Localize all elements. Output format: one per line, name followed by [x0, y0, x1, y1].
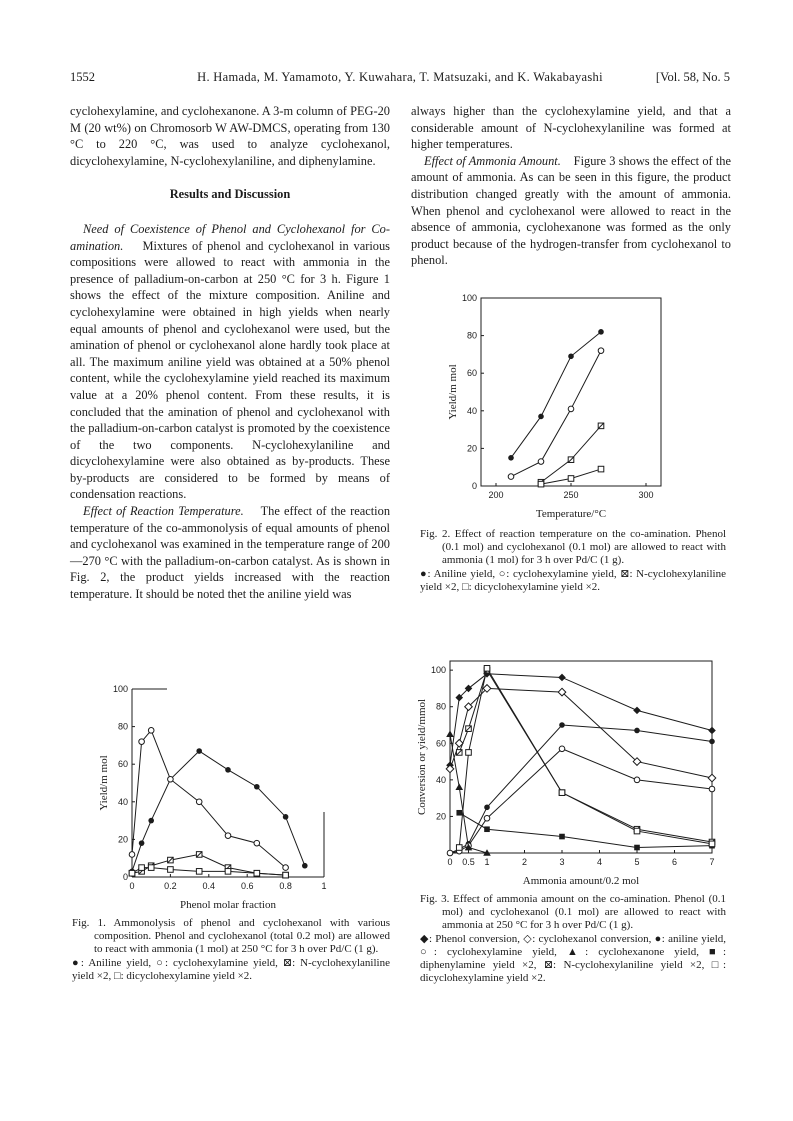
y-tick-label: 60	[117, 759, 128, 770]
data-point	[302, 863, 308, 869]
y-tick-label: 40	[435, 774, 446, 785]
series-line	[511, 351, 601, 477]
data-point	[148, 865, 154, 871]
paragraph-body: Figure 3 shows the effect of the amount of ammonia. As can be seen in this figure, the product distribution changed greatly with the amount of ammonia. When phenol and cyclohexanol were allowed to react in the absence of ammonia, cyclohexanone was formed as the only product because of the hydrogen-transfer from cyclohexanol to phenol.	[411, 153, 732, 268]
paragraph-body: The effect of the reaction temperature of the co-ammonolysis of equal amounts of phenol and cyclohexanol was examined in the temperature range of 200—270 °C with the palladium-on-carbon catalyst. As is shown in Fig. 2, the product yields increased with the reaction temperature. It should be noted thet the aniline yield was	[70, 504, 391, 602]
series-crossed-square	[456, 667, 714, 844]
y-tick-label: 60	[435, 738, 446, 749]
caption-title: Fig. 2. Effect of reaction temperature on the co-amination. Phenol (0.1 mol) and cyclohexanol (0.1 mol) are allowed to react with ammonia (1 mol) for 3 h over Pd/C (1 g).	[420, 528, 726, 567]
y-tick-label: 20	[117, 834, 128, 845]
figure3-caption	[420, 893, 726, 985]
data-point	[283, 865, 289, 871]
data-point	[708, 774, 716, 782]
data-point	[568, 406, 574, 412]
data-point	[196, 869, 202, 875]
x-axis-title: Ammonia amount/0.2 mol	[522, 875, 640, 887]
right-column	[411, 103, 731, 269]
data-point	[558, 674, 566, 682]
data-point	[139, 840, 145, 846]
x-tick-label: 0.4	[202, 881, 216, 891]
series-filled-circle	[129, 748, 307, 874]
data-point	[709, 786, 715, 792]
y-axis-title: Yield/m mol	[447, 364, 459, 420]
paragraph-heading: Effect of Ammonia Amount.	[424, 153, 561, 168]
caption-legend: ◆: Phenol conversion, ◇: cyclohexanol conversion, ●: aniline yield, ○: cyclohexylamine yield, ▲: cyclohexanone yield, ■: diphenylamine yield ×2, ⊠: N-cyclohexylaniline yield ×2, □: dicyclohexylamine yield ×2.	[420, 932, 726, 985]
series-open-diamond	[446, 685, 716, 782]
y-tick-label: 40	[117, 796, 128, 807]
series-line	[450, 688, 712, 778]
x-tick-label: 200	[488, 490, 504, 500]
data-point	[148, 818, 154, 824]
x-tick-label: 5	[634, 857, 640, 867]
paragraph-continued: always higher than the cyclohexylamine yield, and that a considerable amount of N-cyclohexylaniline was formed at higher temperatures.	[411, 104, 731, 152]
data-point	[598, 329, 604, 335]
series-line	[132, 730, 286, 867]
data-point	[168, 776, 174, 782]
running-authors: H. Hamada, M. Yamamoto, Y. Kuwahara, T. Matsuzaki, and K. Wakabayashi	[197, 70, 603, 84]
data-point	[283, 814, 289, 820]
data-point	[455, 783, 463, 790]
data-point	[559, 790, 565, 796]
caption-legend: ●: Aniline yield, ○: cyclohexylamine yield, ⊠: N-cyclohexylaniline yield ×2, □: dicyclohexylamine yield ×2.	[420, 567, 726, 593]
y-axis-title: Yield/m mol	[98, 755, 110, 811]
paragraph-heading: Effect of Reaction Temperature.	[83, 504, 244, 519]
data-point	[709, 739, 715, 745]
series-filled-square	[456, 810, 714, 850]
y-tick-label: 60	[466, 368, 477, 379]
figure3-chart	[405, 648, 725, 888]
data-point	[508, 455, 514, 461]
data-point	[598, 466, 604, 472]
section-title: Results and Discussion	[169, 187, 291, 202]
y-axis-title: Conversion or yield/mmol	[416, 698, 428, 816]
data-point	[225, 833, 231, 839]
y-tick-label: 80	[435, 701, 446, 712]
data-point	[484, 826, 490, 832]
data-point	[559, 746, 565, 752]
data-point	[633, 707, 641, 715]
series-line	[132, 854, 286, 875]
data-point	[709, 841, 715, 847]
data-point	[148, 728, 154, 734]
data-point	[484, 666, 490, 672]
x-tick-label: 0	[129, 881, 135, 891]
data-point	[598, 348, 604, 354]
data-point	[139, 739, 145, 745]
figure1-caption	[72, 917, 390, 983]
y-tick-label: 100	[461, 293, 477, 303]
data-point	[254, 840, 260, 846]
series-line	[132, 868, 286, 876]
y-tick-label: 20	[435, 811, 446, 822]
axes	[447, 293, 661, 520]
series-line	[459, 670, 712, 842]
caption-title: Fig. 1. Ammonolysis of phenol and cyclohexanol with various composition. Phenol and cyclohexanol (total 0.2 mol) are allowed to react with ammonia (1 mol) at 250 °C for 3 h over Pd/C (1 g).	[72, 917, 390, 956]
data-point	[129, 852, 135, 858]
paragraph-temperature	[70, 503, 390, 603]
x-tick-label: 1	[484, 857, 490, 867]
data-point	[225, 869, 231, 875]
data-point	[447, 850, 453, 856]
series-line	[132, 751, 305, 871]
data-point	[456, 845, 462, 851]
data-point	[456, 810, 462, 816]
data-point	[466, 750, 472, 756]
x-axis-title: Phenol molar fraction	[180, 899, 276, 911]
series-open-square	[456, 666, 714, 851]
y-tick-label: 100	[112, 684, 128, 694]
volume-label: [Vol. 58, No. 5	[655, 70, 730, 84]
y-tick-label: 0	[471, 481, 477, 491]
paragraph-heading: Need of Coexistence of Phenol and Cyclohexanol for Co-amination.	[70, 221, 390, 253]
data-point	[568, 353, 574, 359]
x-tick-label: 300	[638, 490, 654, 500]
series-open-circle	[129, 728, 288, 871]
y-tick-label: 80	[466, 330, 477, 341]
data-point	[634, 777, 640, 783]
caption-title: Fig. 3. Effect of ammonia amount on the co-amination. Phenol (0.1 mol) and cyclohexanol (0.1 mol) are allowed to react with ammonia at 250 °C for 3 h over Pd/C (1 g).	[420, 893, 726, 932]
x-axis-title: Temperature/°C	[535, 508, 607, 520]
x-tick-label: 3	[559, 857, 565, 867]
x-tick-label: 0	[447, 857, 453, 867]
data-point	[568, 476, 574, 482]
x-tick-label: 0.5	[462, 857, 475, 867]
y-tick-label: 80	[117, 721, 128, 732]
series-line	[450, 725, 712, 853]
data-point	[196, 799, 202, 805]
data-point	[559, 722, 565, 728]
x-tick-label: 250	[563, 490, 579, 500]
paragraph-body: Mixtures of phenol and cyclohexanol in various compositions were allowed to react with ammonia in the presence of palladium-on-carbon at 250 °C for 3 h. Figure 1 shows the effect of the mixture composition. Aniline and cyclohexylamine were obtained in high yields when nearly equal amounts of phenol and cyclohexanol were used, but the amination of phenol or cyclohexanol alone hardly took place at all. The maximum aniline yield was obtained at a 50% phenol content, while the cyclohexylamine yield reached its maximum value at a 20% phenol content. From these results, it is concluded that the amination of phenol and cyclohexanol with the palladium-on-carbon catalyst is promoted by the coexistence of the two components. N-cyclohexylaniline and dicyclohexylamine were also obtained as by-products. These by-products are considered to be formed by means of condensation reactions.	[70, 238, 391, 502]
left-column	[70, 103, 390, 603]
figure1-chart	[60, 675, 350, 915]
data-point	[708, 727, 716, 735]
y-tick-label: 0	[122, 872, 128, 882]
x-tick-label: 0.2	[164, 881, 177, 891]
figure2-caption	[420, 528, 726, 594]
figure2-chart	[425, 285, 685, 525]
x-tick-label: 4	[596, 857, 603, 867]
series-line	[541, 426, 601, 482]
caption-legend: ●: Aniline yield, ○: cyclohexylamine yield, ⊠: N-cyclohexylaniline yield ×2, □: dicyclohexylamine yield ×2.	[72, 956, 390, 982]
paragraph-coexistence	[70, 221, 390, 503]
data-point	[139, 865, 145, 871]
data-point	[225, 767, 231, 773]
x-tick-label: 6	[671, 857, 678, 867]
x-tick-label: 2	[521, 857, 528, 867]
series-filled-circle	[508, 329, 604, 461]
data-point	[634, 828, 640, 834]
data-point	[634, 845, 640, 851]
data-point	[538, 481, 544, 487]
intro-paragraph: cyclohexylamine, and cyclohexanone. A 3-m column of PEG-20 M (20 wt%) on Chromosorb W AW-DMCS, operating from 130 °C to 220 °C, was used to analyze cyclohexanol, dicyclohexylamine, N-cyclohexylaniline, and diphenylamine.	[70, 104, 390, 168]
data-point	[129, 870, 135, 876]
data-point	[196, 748, 202, 754]
data-point	[538, 459, 544, 465]
x-tick-label: 1	[321, 881, 327, 891]
data-point	[484, 804, 490, 810]
data-point	[446, 730, 454, 737]
data-point	[168, 867, 174, 873]
y-tick-label: 40	[466, 405, 477, 416]
data-point	[508, 474, 514, 480]
data-point	[538, 414, 544, 420]
series-line	[459, 813, 712, 848]
data-point	[634, 728, 640, 734]
data-point	[484, 815, 490, 821]
page-header	[70, 70, 730, 90]
series-line	[511, 332, 601, 458]
data-point	[559, 834, 565, 840]
data-point	[283, 872, 289, 878]
x-tick-label: 0.8	[279, 881, 292, 891]
series-line	[459, 668, 712, 847]
data-point	[254, 784, 260, 790]
x-tick-label: 7	[709, 857, 715, 867]
page-number: 1552	[70, 70, 95, 84]
paragraph-ammonia	[411, 153, 731, 269]
series-open-circle	[508, 348, 604, 480]
x-tick-label: 0.6	[240, 881, 254, 891]
axes	[98, 684, 327, 911]
data-point	[254, 870, 260, 876]
plot-frame	[132, 689, 324, 877]
y-tick-label: 100	[430, 665, 446, 676]
y-tick-label: 20	[466, 443, 477, 454]
